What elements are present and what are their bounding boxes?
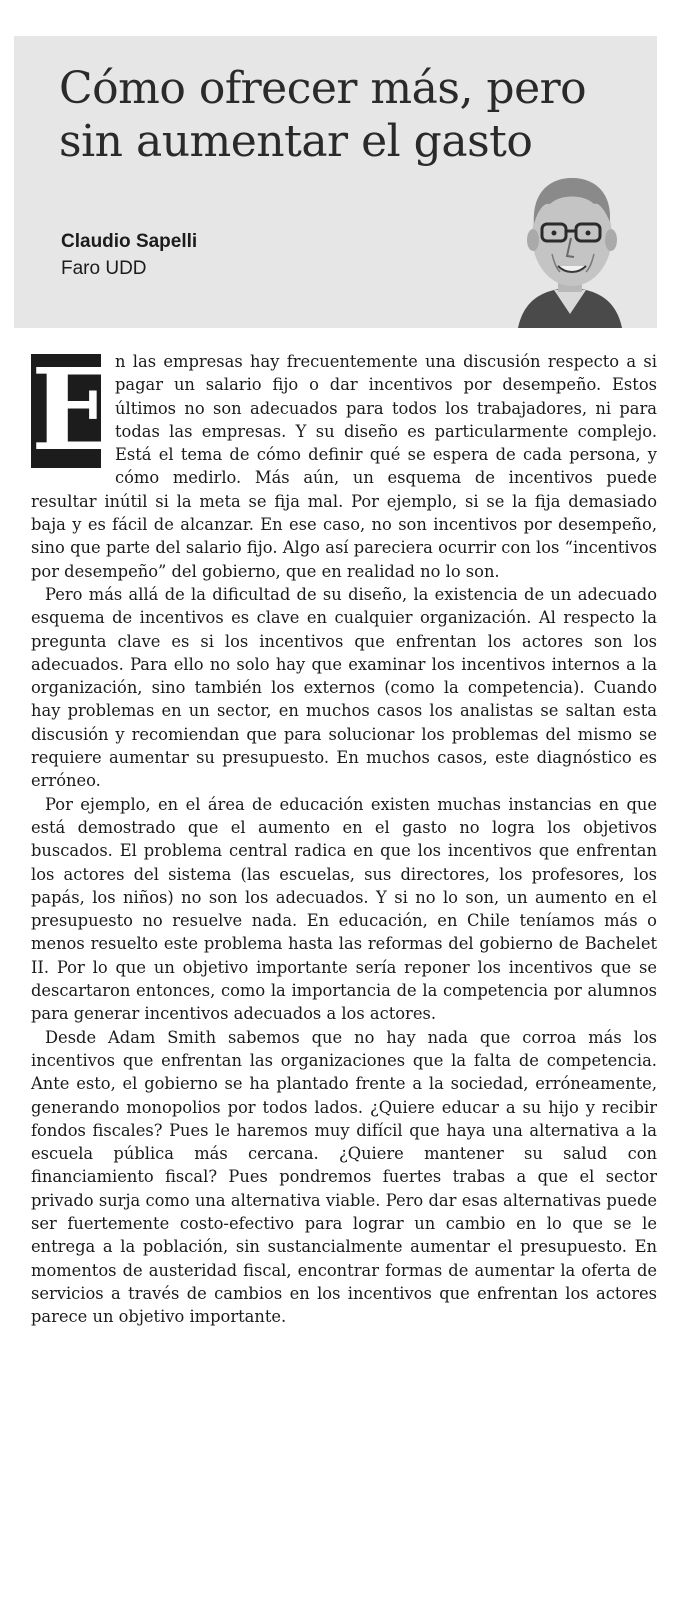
article-header — [14, 36, 657, 328]
author-name: Claudio Sapelli — [61, 231, 198, 252]
article-body — [31, 345, 657, 1328]
paragraph-1-text: n las empresas hay frecuentemente una discusión respecto a si pagar un salario fijo o dar incentivos por desempeño. Estos últimos no son adecuados para todos los trabajadores, ni para todas las empresas. Y su diseño es particularmente complejo. Está el tema de cómo definir qué se espera de cada persona, y cómo medirlo. Más aún, un esquema de incentivos puede resultar inútil si la meta se fija mal. Por ejemplo, si se la fija demasiado baja y es fácil de alcanzar. En ese caso, no son incentivos por desempeño, sino que parte del salario fijo. Algo así pareciera ocurrir con los “incentivos por desempeño” del gobierno, que en realidad no lo son. — [31, 352, 657, 581]
paragraph-1 — [31, 345, 657, 583]
author-portrait — [514, 164, 626, 328]
paragraph-4: Desde Adam Smith sabemos que no hay nada que corroa más los incentivos que enfrentan las organizaciones que la falta de competencia. Ante esto, el gobierno se ha plantado frente a la sociedad, erróneamente, generando monopolios por todos lados. ¿Quiere educar a su hijo y recibir fondos fiscales? Pues le haremos muy difícil que haya una alternativa a la escuela pública más cercana. ¿Quiere mantener su salud con financiamiento fiscal? Pues pondremos fuertes trabas a que el sector privado surja como una alternativa viable. Pero dar esas alternativas puede ser fuertemente costo-efectivo para lograr un cambio en lo que se le entrega a la población, sin sustancialmente aumentar el presupuesto. En momentos de austeridad fiscal, encontrar formas de aumentar la oferta de servicios a través de cambios en los incentivos que enfrentan los actores parece un objetivo importante. — [31, 1027, 657, 1327]
paragraph-2: Pero más allá de la dificultad de su diseño, la existencia de un adecuado esquema de incentivos es clave en cualquier organización. Al respecto la pregunta clave es si los incentivos que enfrentan los actores son los adecuados. Para ello no solo hay que examinar los incentivos internos a la organización, sino también los externos (como la competencia). Cuando hay problemas en un sector, en muchos casos los analistas se saltan esta discusión y recomiendan que para solucionar los problemas del mismo se requiere aumentar su presupuesto. En muchos casos, este diagnóstico es erróneo. — [31, 584, 657, 791]
headline: Cómo ofrecer más, pero sin aumentar el gasto — [59, 63, 587, 167]
drop-cap: E — [31, 345, 117, 476]
author-affiliation: Faro UDD — [61, 258, 147, 279]
paragraph-3: Por ejemplo, en el área de educación existen muchas instancias en que está demostrado que el aumento en el gasto no logra los objetivos buscados. El problema central radica en que los incentivos que enfrentan los actores del sistema (las escuelas, sus directores, los profesores, los papás, los niños) no son los adecuados. Y si no lo son, un aumento en el presupuesto no resuelve nada. En educación, en Chile teníamos más o menos resuelto este problema hasta las reformas del gobierno de Bachelet II. Por lo que un objetivo importante sería reponer los incentivos que se descartaron entonces, como la importancia de la competencia por alumnos para generar incentivos adecuados a los actores. — [31, 794, 657, 1024]
